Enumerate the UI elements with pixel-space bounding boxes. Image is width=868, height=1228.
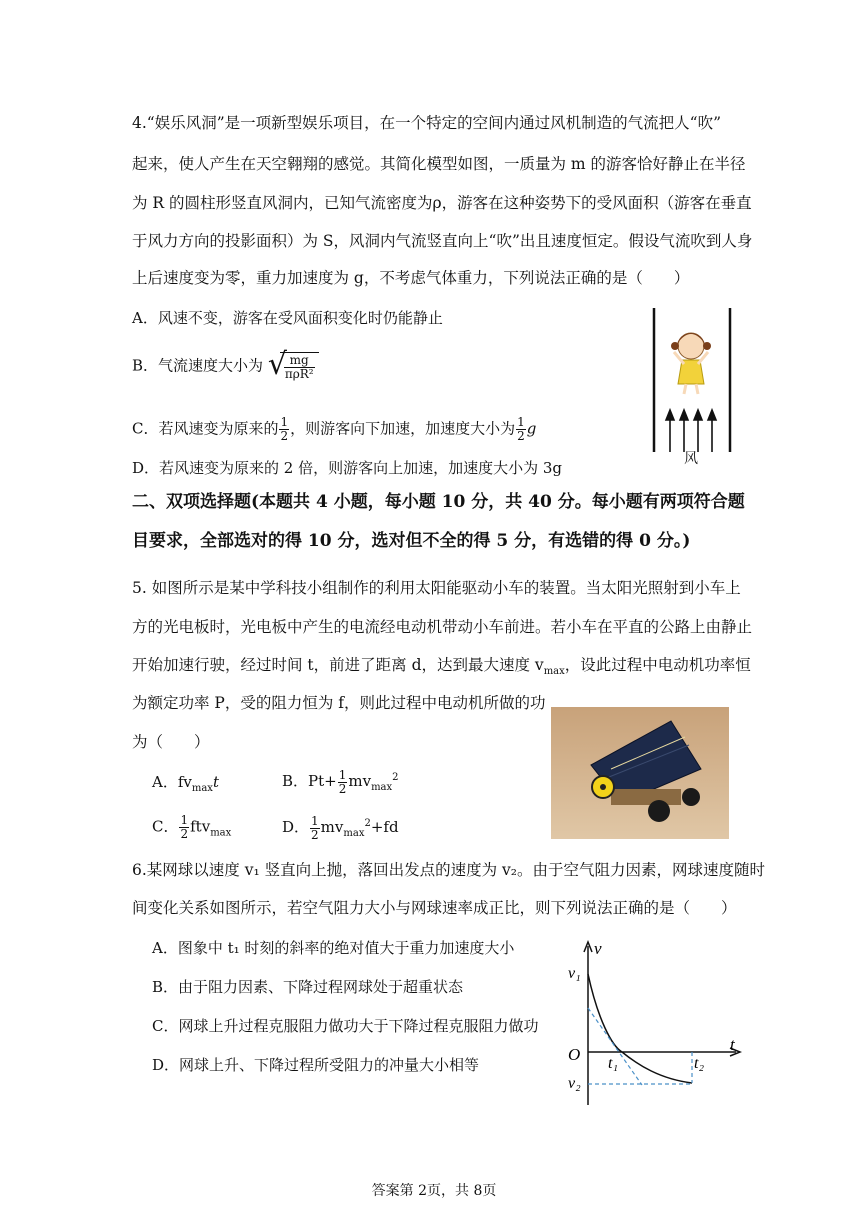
solar-car-photo bbox=[551, 707, 729, 839]
q4-option-c bbox=[132, 416, 536, 443]
q5-b-text: B．Pt+ bbox=[282, 772, 337, 790]
q5-d-end: +fd bbox=[370, 818, 399, 836]
wind-tunnel-figure bbox=[644, 306, 744, 470]
q6-option-d: D．网球上升、下降过程所受阻力的冲量大小相等 bbox=[152, 1056, 480, 1074]
half-den-2: 2 bbox=[517, 429, 525, 443]
velocity-curve bbox=[588, 974, 692, 1083]
q6-option-a: A．图象中 t₁ 时刻的斜率的绝对值大于重力加速度大小 bbox=[152, 939, 515, 957]
half-num: 1 bbox=[280, 415, 289, 429]
q5-c-text: C． bbox=[152, 817, 179, 836]
q5-line-5: 为（ ） bbox=[132, 733, 210, 751]
v-axis-label: v bbox=[594, 940, 602, 958]
q4-line-4: 于风力方向的投影面积）为 S，风洞内气流竖直向上“吹”出且速度恒定。假设气流吹到人身 bbox=[132, 232, 753, 250]
q5-d-half-den: 2 bbox=[311, 827, 319, 842]
q5-b-half-num: 1 bbox=[338, 767, 347, 782]
t2-label: t₂ bbox=[694, 1055, 705, 1072]
q5-b-half-den: 2 bbox=[338, 781, 347, 796]
q5-d-half-num: 1 bbox=[311, 813, 319, 828]
q5-vmax-sub: max bbox=[543, 666, 565, 678]
q5-line-3-tail: ，设此过程中电动机功率恒 bbox=[564, 656, 751, 674]
wind-arrows bbox=[666, 410, 716, 452]
q4-option-c-text-1: C．若风速变为原来的 bbox=[132, 419, 279, 438]
q5-c-half-num: 1 bbox=[180, 813, 189, 827]
half-den: 2 bbox=[280, 429, 289, 443]
page-footer: 答案第 2页，共 8页 bbox=[371, 1183, 497, 1199]
q5-option-d bbox=[282, 814, 399, 844]
q4-line-5: 上后速度变为零，重力加速度为 g，不考虑气体重力，下列说法正确的是（ ） bbox=[132, 269, 690, 287]
q4-option-a: A．风速不变，游客在受风面积变化时仍能静止 bbox=[132, 309, 443, 327]
q5-b-tail: mv bbox=[348, 772, 372, 790]
q5-option-c bbox=[152, 814, 231, 844]
q5-line-4: 为额定功率 P，受的阻力恒为 f，则此过程中电动机所做的功 bbox=[132, 694, 546, 712]
q4-line-2: 起来，使人产生在天空翱翔的感觉。其简化模型如图，一质量为 m 的游客恰好静止在半径 bbox=[132, 155, 746, 173]
q5-c-sub: max bbox=[210, 827, 232, 839]
q5-d-text: D． bbox=[282, 818, 310, 836]
origin-label: O bbox=[568, 1045, 581, 1064]
q6-option-b: B．由于阻力因素、下降过程网球处于超重状态 bbox=[152, 978, 464, 996]
q5-d-tail: mv bbox=[320, 818, 344, 836]
q5-a-text: A．fv bbox=[152, 773, 192, 791]
v1-label: v₁ bbox=[568, 965, 581, 982]
q4-line-1: 4.“娱乐风洞”是一项新型娱乐项目，在一个特定的空间内通过风机制造的气流把人“吹” bbox=[132, 114, 721, 132]
q5-d-sup: 2 bbox=[364, 818, 371, 829]
q5-option-a bbox=[152, 772, 219, 799]
section-2-line-2: 目要求，全部选对的得 10 分，选对但不全的得 5 分，有选错的得 0 分。) bbox=[132, 531, 691, 551]
q5-option-b bbox=[282, 768, 399, 798]
q5-a-sub: max bbox=[191, 783, 213, 794]
q5-b-sup: 2 bbox=[392, 772, 399, 783]
q4-option-b bbox=[132, 347, 319, 382]
q5-line-1: 5. 如图所示是某中学科技小组制作的利用太阳能驱动小车的装置。当太阳光照射到小车上 bbox=[132, 579, 741, 597]
q4-option-b-sqrt bbox=[267, 347, 319, 382]
half-num-2: 1 bbox=[517, 415, 525, 429]
q6-line-2: 间变化关系如图所示，若空气阻力大小与网球速率成正比，则下列说法正确的是（ ） bbox=[132, 899, 737, 917]
t1-label: t₁ bbox=[608, 1055, 619, 1072]
q4-b-den: πρR² bbox=[284, 367, 314, 381]
q5-c-tail: ftv bbox=[190, 817, 211, 836]
q5-line-3-text: 开始加速行驶，经过时间 t，前进了距离 d，达到最大速度 v bbox=[132, 656, 544, 674]
q5-a-t: t bbox=[212, 773, 219, 791]
section-2-line-1: 二、双项选择题(本题共 4 小题，每小题 10 分，共 40 分。每小题有两项符合题 bbox=[132, 492, 745, 512]
girl-illustration bbox=[671, 333, 711, 394]
q5-line-2: 方的光电板时，光电板中产生的电流经电动机带动小车前进。若小车在平直的公路上由静止 bbox=[132, 618, 753, 636]
q6-option-c: C．网球上升过程克服阻力做功大于下降过程克服阻力做功 bbox=[152, 1017, 539, 1035]
q4-option-c-text-2: ，则游客向下加速，加速度大小为 bbox=[290, 419, 516, 438]
q5-c-half-den: 2 bbox=[180, 827, 189, 841]
velocity-time-graph bbox=[560, 940, 750, 1110]
q5-b-sub: max bbox=[371, 782, 393, 793]
q4-option-c-g: g bbox=[526, 419, 537, 438]
q4-option-d: D．若风速变为原来的 2 倍，则游客向上加速，加速度大小为 3g bbox=[132, 459, 563, 477]
q4-line-3: 为 R 的圆柱形竖直风洞内，已知气流密度为ρ，游客在这种姿势下的受风面积（游客在垂直 bbox=[132, 194, 752, 212]
t-axis-label: t bbox=[730, 1035, 735, 1054]
wind-label: 风 bbox=[684, 451, 698, 467]
v2-label: v₂ bbox=[568, 1075, 581, 1092]
q6-line-1: 6.某网球以速度 v₁ 竖直向上抛，落回出发点的速度为 v₂。由于空气阻力因素，网球速度随时 bbox=[132, 861, 766, 879]
q4-option-b-text: B．气流速度大小为 bbox=[132, 356, 264, 375]
q5-line-3 bbox=[132, 655, 751, 682]
q5-d-sub: max bbox=[343, 828, 365, 839]
q4-b-num: mg bbox=[284, 354, 315, 368]
sqrt-sign-icon: √ bbox=[267, 347, 287, 382]
